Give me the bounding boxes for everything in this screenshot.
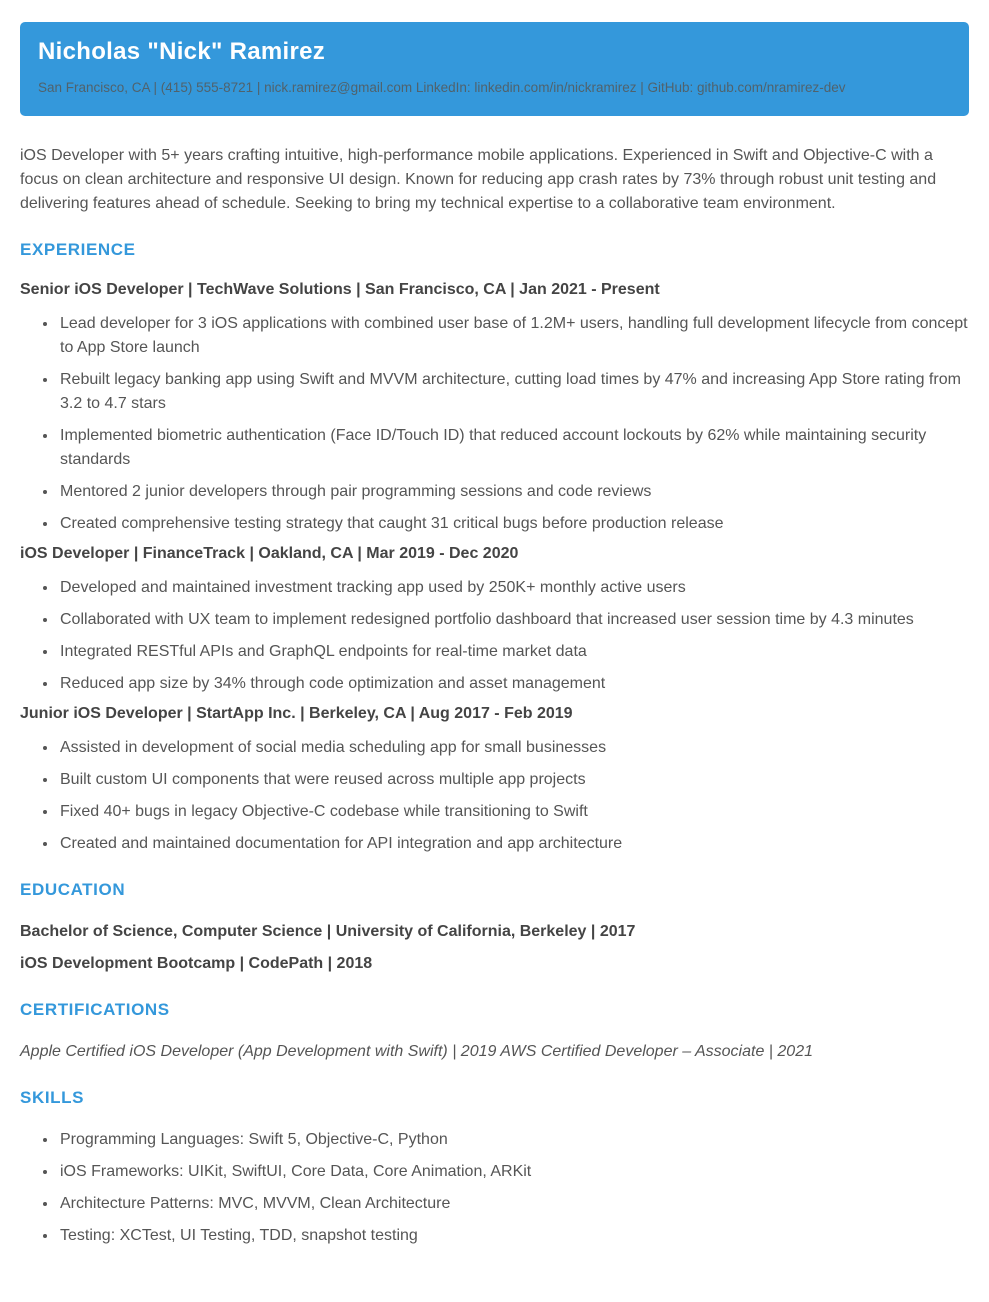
bullet-item: • Created and maintained documentation for API integration and app architecture xyxy=(58,832,969,856)
certification-entry: Apple Certified iOS Developer (App Development with Swift) | 2019 AWS Certified Developer – Associate | 2021 xyxy=(20,1043,813,1060)
candidate-name: Nicholas "Nick" Ramirez xyxy=(38,38,326,65)
bullet-item: • Lead developer for 3 iOS applications with combined user base of 1.2M+ users, handling full development lifecycle from concept to App Store launch xyxy=(58,312,969,360)
contact-info: San Francisco, CA | (415) 555-8721 | nick.ramirez@gmail.com LinkedIn: linkedin.com/in/nickramirez | GitHub: github.com/nramirez-dev xyxy=(38,80,846,95)
job-bullet-list xyxy=(20,576,969,696)
bullet-item: • Mentored 2 junior developers through pair programming sessions and code reviews xyxy=(58,480,969,504)
section-heading-skills: SKILLS xyxy=(20,1088,85,1107)
certifications-section xyxy=(20,1000,969,1064)
bullet-item: • Testing: XCTest, UI Testing, TDD, snapshot testing xyxy=(58,1224,969,1248)
bullet-item: • Rebuilt legacy banking app using Swift and MVVM architecture, cutting load times by 47% and increasing App Store rating from 3.2 to 4.7 stars xyxy=(58,368,969,416)
section-heading-experience: EXPERIENCE xyxy=(20,240,136,259)
job-title-junior-ios-developer: Junior iOS Developer | StartApp Inc. | Berkeley, CA | Aug 2017 - Feb 2019 xyxy=(20,705,573,722)
section-heading-education: EDUCATION xyxy=(20,880,126,899)
bullet-item: • Programming Languages: Swift 5, Objective-C, Python xyxy=(58,1128,969,1152)
education-entry: Bachelor of Science, Computer Science | University of California, Berkeley | 2017 xyxy=(20,923,636,940)
bullet-item: • Collaborated with UX team to implement redesigned portfolio dashboard that increased user session time by 4.3 minutes xyxy=(58,608,969,632)
bullet-item: • Implemented biometric authentication (Face ID/Touch ID) that reduced account lockouts by 62% while maintaining security standards xyxy=(58,424,969,472)
job-bullet-list xyxy=(20,736,969,856)
bullet-item: • Built custom UI components that were reused across multiple app projects xyxy=(58,768,969,792)
bullet-item: • Created comprehensive testing strategy that caught 31 critical bugs before production release xyxy=(58,512,969,536)
education-section xyxy=(20,880,969,976)
experience-section xyxy=(20,240,969,856)
bullet-item: • Integrated RESTful APIs and GraphQL endpoints for real-time market data xyxy=(58,640,969,664)
bullet-item: • Developed and maintained investment tracking app used by 250K+ monthly active users xyxy=(58,576,969,600)
education-entry: iOS Development Bootcamp | CodePath | 2018 xyxy=(20,955,373,972)
bullet-item: • Reduced app size by 34% through code optimization and asset management xyxy=(58,672,969,696)
bullet-item: • Architecture Patterns: MVC, MVVM, Clean Architecture xyxy=(58,1192,969,1216)
bullet-item: • Assisted in development of social media scheduling app for small businesses xyxy=(58,736,969,760)
bullet-item: • iOS Frameworks: UIKit, SwiftUI, Core Data, Core Animation, ARKit xyxy=(58,1160,969,1184)
job-bullet-list xyxy=(20,312,969,536)
skills-bullet-list xyxy=(20,1128,969,1248)
resume-page xyxy=(0,22,989,1266)
professional-summary: iOS Developer with 5+ years crafting intuitive, high-performance mobile applications. Experienced in Swift and Objective-C with a focus on clean architecture and responsive UI design. Known for reducing app crash rates by 73% through robust unit testing and delivering features ahead of schedule. Seeking to bring my technical expertise to a collaborative team environment. xyxy=(20,147,937,212)
job-title-senior-ios-developer: Senior iOS Developer | TechWave Solutions | San Francisco, CA | Jan 2021 - Present xyxy=(20,281,660,298)
job-title-ios-developer: iOS Developer | FinanceTrack | Oakland, CA | Mar 2019 - Dec 2020 xyxy=(20,545,519,562)
section-heading-certifications: CERTIFICATIONS xyxy=(20,1000,170,1019)
skills-section xyxy=(20,1088,969,1248)
bullet-item: • Fixed 40+ bugs in legacy Objective-C codebase while transitioning to Swift xyxy=(58,800,969,824)
resume-header xyxy=(20,22,969,116)
